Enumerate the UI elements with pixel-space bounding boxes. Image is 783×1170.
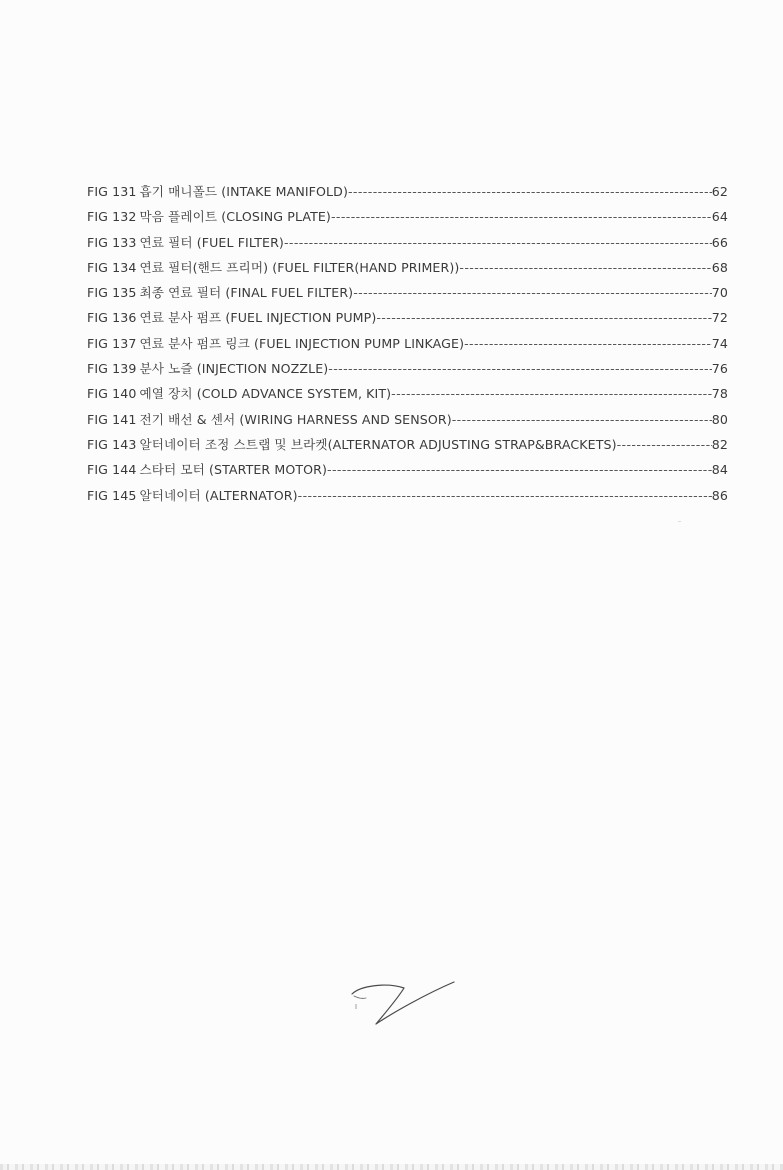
page-number: 80 (711, 411, 728, 427)
fig-number: FIG 139 (87, 361, 137, 377)
page-number: 68 (711, 259, 728, 275)
handwritten-signature-icon (346, 978, 458, 1030)
fig-title: 연료 필터(핸드 프리머) (FUEL FILTER(HAND PRIMER)) (139, 259, 460, 275)
dot-leader (331, 209, 712, 224)
toc-entry (87, 282, 728, 307)
fig-title: 예열 장치 (COLD ADVANCE SYSTEM, KIT) (139, 386, 392, 402)
toc-entry (87, 257, 728, 282)
fig-number: FIG 140 (87, 386, 137, 402)
page-number: 66 (711, 234, 728, 250)
fig-title: 흡기 매니폴드 (INTAKE MANIFOLD) (139, 184, 348, 199)
dot-leader (452, 412, 712, 427)
page-number: 72 (711, 310, 728, 326)
fig-number: FIG 143 (87, 436, 137, 452)
fig-title: 알터네이터 조정 스트랩 및 브라켓(ALTERNATOR ADJUSTING STRAP&BRACKETS) (139, 436, 617, 452)
fig-number: FIG 144 (87, 462, 137, 478)
scan-edge-artifact (0, 1164, 783, 1170)
page-number: 62 (711, 184, 728, 199)
dot-leader (459, 260, 711, 275)
table-of-contents (87, 181, 728, 510)
page-number: 76 (711, 361, 728, 377)
dot-leader (617, 437, 712, 452)
dot-leader (464, 336, 712, 351)
fig-number: FIG 145 (87, 487, 137, 503)
toc-entry (87, 459, 728, 484)
dot-leader (328, 361, 711, 376)
toc-entry (87, 358, 728, 383)
toc-entry (87, 181, 728, 206)
fig-number: FIG 136 (87, 310, 137, 326)
scan-speck (678, 521, 681, 522)
fig-number: FIG 141 (87, 411, 137, 427)
dot-leader (284, 235, 712, 250)
toc-entry (87, 307, 728, 332)
fig-title: 연료 분사 펌프 링크 (FUEL INJECTION PUMP LINKAGE) (139, 335, 465, 351)
page-number: 84 (711, 462, 728, 478)
fig-number: FIG 131 (87, 184, 137, 199)
fig-number: FIG 132 (87, 209, 137, 225)
fig-number: FIG 134 (87, 259, 137, 275)
fig-number: FIG 133 (87, 234, 137, 250)
page-number: 74 (711, 335, 728, 351)
page-number: 78 (711, 386, 728, 402)
fig-title: 연료 필터 (FUEL FILTER) (139, 234, 284, 250)
fig-number: FIG 137 (87, 335, 137, 351)
toc-entry (87, 383, 728, 408)
dot-leader (391, 386, 712, 401)
fig-title: 스타터 모터 (STARTER MOTOR) (139, 462, 328, 478)
dot-leader (327, 462, 712, 477)
page-number: 82 (711, 436, 728, 452)
fig-title: 분사 노즐 (INJECTION NOZZLE) (139, 361, 329, 377)
fig-title: 막음 플레이트 (CLOSING PLATE) (139, 209, 331, 225)
dot-leader (298, 488, 712, 503)
dot-leader (376, 310, 711, 325)
toc-entry (87, 333, 728, 358)
toc-entry (87, 232, 728, 257)
toc-entry (87, 206, 728, 231)
toc-entry (87, 434, 728, 459)
fig-title: 전기 배선 & 센서 (WIRING HARNESS AND SENSOR) (139, 411, 452, 427)
fig-title: 연료 분사 펌프 (FUEL INJECTION PUMP) (139, 310, 377, 326)
page-number: 70 (711, 285, 728, 301)
fig-title: 최종 연료 필터 (FINAL FUEL FILTER) (139, 285, 354, 301)
toc-entry (87, 485, 728, 510)
dot-leader (348, 184, 712, 199)
fig-number: FIG 135 (87, 285, 137, 301)
page-number: 86 (711, 487, 728, 503)
page-number: 64 (711, 209, 728, 225)
dot-leader (353, 285, 712, 300)
toc-entry (87, 409, 728, 434)
fig-title: 알터네이터 (ALTERNATOR) (139, 487, 298, 503)
